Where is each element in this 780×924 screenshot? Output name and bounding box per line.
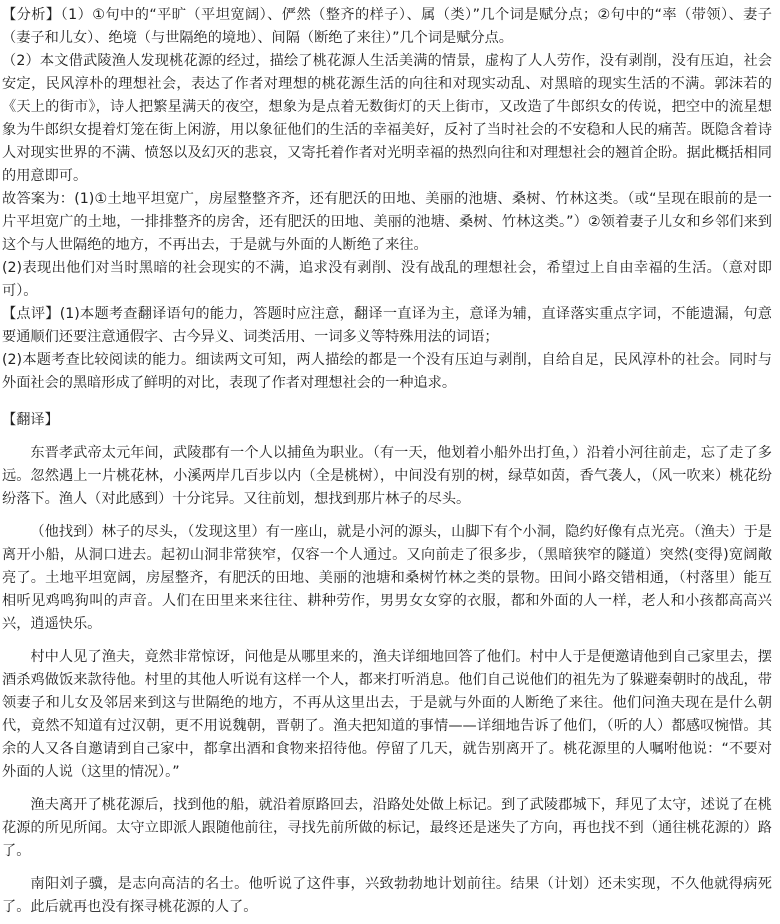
translation-paragraph-5: 南阳刘子骥，是志向高洁的名士。他听说了这件事，兴致勃勃地计划前往。结果（计划）还未实现，不久他就得病死了。此后就再也没有探寻桃花源的人了。	[2, 876, 772, 915]
translation-paragraph-4: 渔夫离开了桃花源后，找到他的船，就沿着原路回去，沿路处处做上标记。到了武陵郡城下，拜见了太守，述说了在桃花源的所见所闻。太守立即派人跟随他前往，寻找先前所做的标记，最终还是迷失了方向，再也找不到（通往桃花源的）路了。	[2, 797, 772, 859]
analysis-paragraph-1	[2, 4, 772, 50]
section-spacer	[2, 432, 772, 442]
comment-text-1: (1)本题考查翻译语句的能力，答题时应注意，翻译一直译为主，意译为辅，直译落实重点字词，不能遗漏，句意要通顺们还要注意通假字、古今异义、词类活用、一词多义等特殊用法的词语；	[2, 306, 772, 345]
analysis-answer-1: 故答案为：(1)①土地平坦宽广，房屋整整齐齐，还有肥沃的田地、美丽的池塘、桑树、竹林这类。（或“呈现在眼前的是一片平坦宽广的土地，一排排整齐的房舍，还有肥沃的田地、美丽的池塘、桑树、竹林这类。”）②领着妻子儿女和乡邻们来到这个与人世隔绝的地方，不再出去，于是就与外面的人断绝了来往。	[2, 191, 772, 253]
translation-paragraph-1: 东晋孝武帝太元年间，武陵郡有一个人以捕鱼为职业。（有一天，他划着小船外出打鱼，）沿着小河往前走，忘了走了多远。忽然遇上一片桃花林，小溪两岸几百步以内（全是桃树），中间没有别的树，绿草如茵，香气袭人，（风一吹来）桃花纷纷落下。渔人（对此感到）十分诧异。又往前划，想找到那片林子的尽头。	[2, 445, 772, 507]
paragraph-spacer	[2, 636, 772, 646]
analysis-heading: 【分析】	[2, 7, 61, 23]
comment-paragraph-1	[2, 303, 772, 349]
analysis-text-1: （1）①句中的“平旷（平坦宽阔）、俨然（整齐的样子）、属（类）”几个词是赋分点；②句中的“率（带领）、妻子（妻子和儿女）、绝境（与世隔绝的境地）、间隔（断绝了来往）”几个词是赋分点。	[2, 7, 772, 46]
analysis-answer-2: (2)表现出他们对当时黑暗的社会现实的不满，追求没有剥削、没有战乱的理想社会，希望过上自由幸福的生活。（意对即可）。	[2, 260, 772, 299]
translation-paragraph-3: 村中人见了渔夫，竟然非常惊讶，问他是从哪里来的，渔夫详细地回答了他们。村中人于是便邀请他到自己家里去，摆酒杀鸡做饭来款待他。村里的其他人听说有这样一个人，都来打听消息。他们自己说他们的祖先为了躲避秦朝时的战乱，带领妻子和儿女及邻居来到这与世隔绝的地方，不再从这里出去，于是就与外面的人断绝了来往。他们问渔夫现在是什么朝代，竟然不知道有过汉朝，更不用说魏朝，晋朝了。渔夫把知道的事情——详细地告诉了他们，（听的人）都感叹惋惜。其余的人又各自邀请到自己家中，都拿出酒和食物来招待他。停留了几天，就告别离开了。桃花源里的人嘱咐他说：“不要对外面的人说（这里的情况）。”	[2, 649, 772, 780]
translation-heading: 【翻译】	[2, 412, 59, 428]
comment-paragraph-2: (2)本题考查比较阅读的能力。细读两文可知，两人描绘的都是一个没有压迫与剥削，自给自足，民风淳朴的社会。同时与外面社会的黑暗形成了鲜明的对比，表现了作者对理想社会的一种追求。	[2, 352, 772, 391]
analysis-paragraph-2: （2）本文借武陵渔人发现桃花源的经过，描绘了桃花源人生活美满的情景，虚构了人人劳作，没有剥削，没有压迫，社会安定，民风淳朴的理想社会，表达了作者对理想的桃花源生活的向往和对现实动乱、对黑暗的现实生活的不满。郭沫若的《天上的街市》，诗人把繁星满天的夜空，想象为是点着无数街灯的天上街市，又改造了牛郎织女的传说，把空中的流星想象为牛郎织女提着灯笼在街上闲游，用以象征他们的生活的幸福美好，反衬了当时社会的不安稳和人民的痛苦。既隐含着诗人对现实世界的不满、愤怒以及幻灭的悲哀，又寄托着作者对光明幸福的热烈向往和对理想社会的翘首企盼。据此概括相同的用意即可。	[2, 53, 772, 184]
translation-paragraph-2: （他找到）林子的尽头，（发现这里）有一座山，就是小河的源头，山脚下有个小洞，隐约好像有点光亮。（渔夫）于是离开小船，从洞口进去。起初山洞非常狭窄，仅容一个人通过。又向前走了很多步，（黑暗狭窄的隧道）突然(变得)宽阔敞亮了。土地平坦宽阔，房屋整齐，有肥沃的田地、美丽的池塘和桑树竹林之类的景物。田间小路交错相通，（村落里）能互相听见鸡鸣狗叫的声音。人们在田里来来往往、耕种劳作，男男女女穿的衣服，都和外面的人一样，老人和小孩都高高兴兴，逍遥快乐。	[2, 524, 772, 632]
paragraph-spacer	[2, 784, 772, 794]
section-spacer	[2, 395, 772, 409]
paragraph-spacer	[2, 863, 772, 873]
comment-heading: 【点评】	[2, 306, 60, 322]
paragraph-spacer	[2, 511, 772, 521]
